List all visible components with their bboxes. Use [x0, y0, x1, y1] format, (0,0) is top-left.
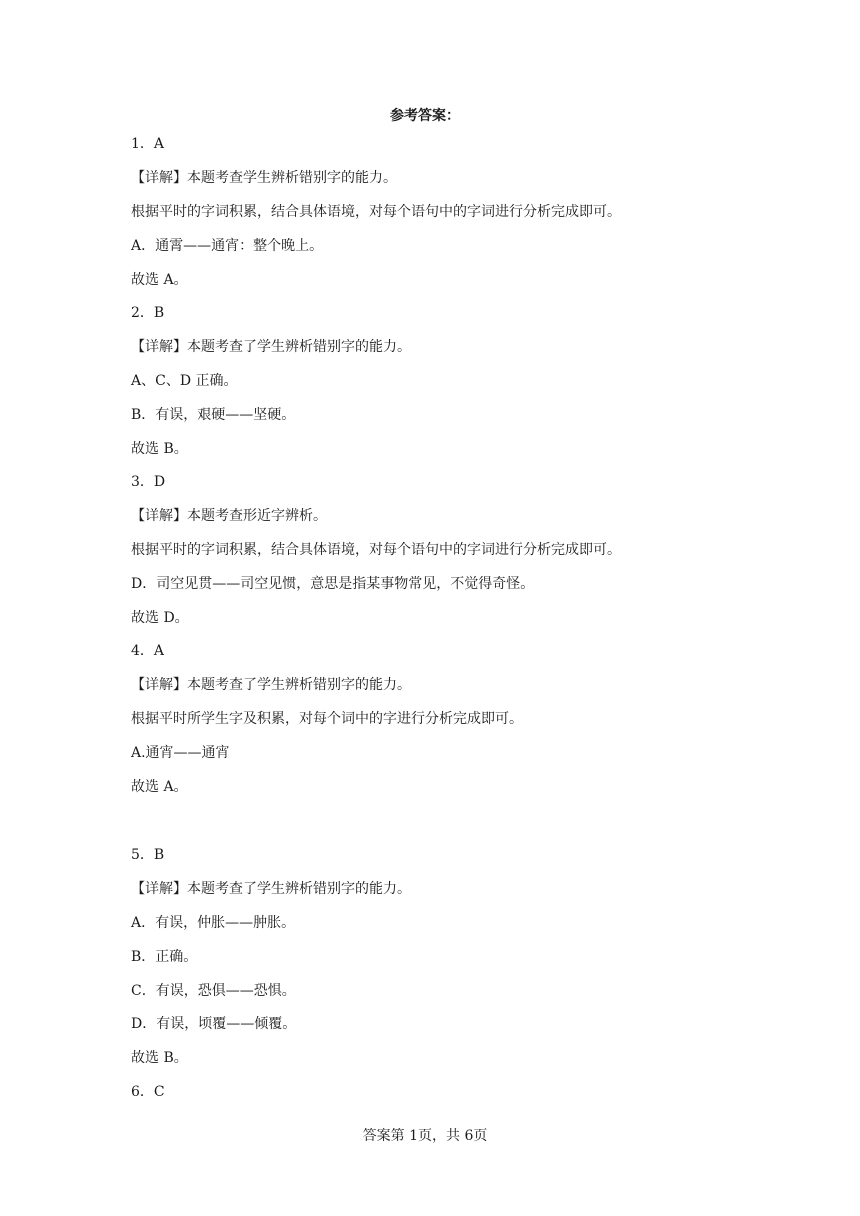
explanation-line: 根据平时的字词积累，结合具体语境，对每个语句中的字词进行分析完成即可。: [131, 542, 621, 558]
explanation-line: 【详解】本题考查学生辨析错别字的能力。: [131, 170, 397, 186]
explanation-line: 【详解】本题考查了学生辨析错别字的能力。: [131, 881, 411, 897]
explanation-line: D．有误，顷覆——倾覆。: [131, 1016, 297, 1032]
answer-number-4: 4．A: [131, 643, 165, 659]
explanation-line: B．有误，艰硬——坚硬。: [131, 407, 296, 423]
conclusion-line: 故选 B。: [131, 441, 188, 457]
explanation-line: 【详解】本题考查了学生辨析错别字的能力。: [131, 677, 411, 693]
answer-number-6: 6．C: [131, 1084, 165, 1100]
explanation-line: D．司空见贯——司空见惯，意思是指某事物常见，不觉得奇怪。: [131, 576, 535, 592]
explanation-line: 根据平时所学生字及积累，对每个词中的字进行分析完成即可。: [131, 711, 523, 727]
conclusion-line: 故选 D。: [131, 610, 189, 626]
explanation-line: 【详解】本题考查了学生辨析错别字的能力。: [131, 339, 411, 355]
explanation-line: 根据平时的字词积累，结合具体语境，对每个语句中的字词进行分析完成即可。: [131, 204, 621, 220]
explanation-line: C．有误，恐俱——恐惧。: [131, 983, 296, 999]
answer-number-5: 5．B: [131, 847, 165, 863]
conclusion-line: 故选 B。: [131, 1050, 188, 1066]
explanation-line: A．有误，仲胀——肿胀。: [131, 915, 296, 931]
page-title: 参考答案：: [390, 108, 460, 124]
answer-number-1: 1．A: [131, 136, 165, 152]
answer-number-2: 2．B: [131, 305, 165, 321]
explanation-line: A．通霄——通宵：整个晚上。: [131, 238, 324, 254]
explanation-line: A.通宵——通宵: [131, 745, 230, 761]
conclusion-line: 故选 A。: [131, 272, 188, 288]
conclusion-line: 故选 A。: [131, 779, 188, 795]
explanation-line: A、C、D 正确。: [131, 373, 238, 389]
answer-number-3: 3．D: [131, 474, 166, 490]
explanation-line: 【详解】本题考查形近字辨析。: [131, 508, 327, 524]
explanation-line: B．正确。: [131, 949, 198, 965]
page-footer: 答案第 1页，共 6页: [362, 1128, 488, 1144]
